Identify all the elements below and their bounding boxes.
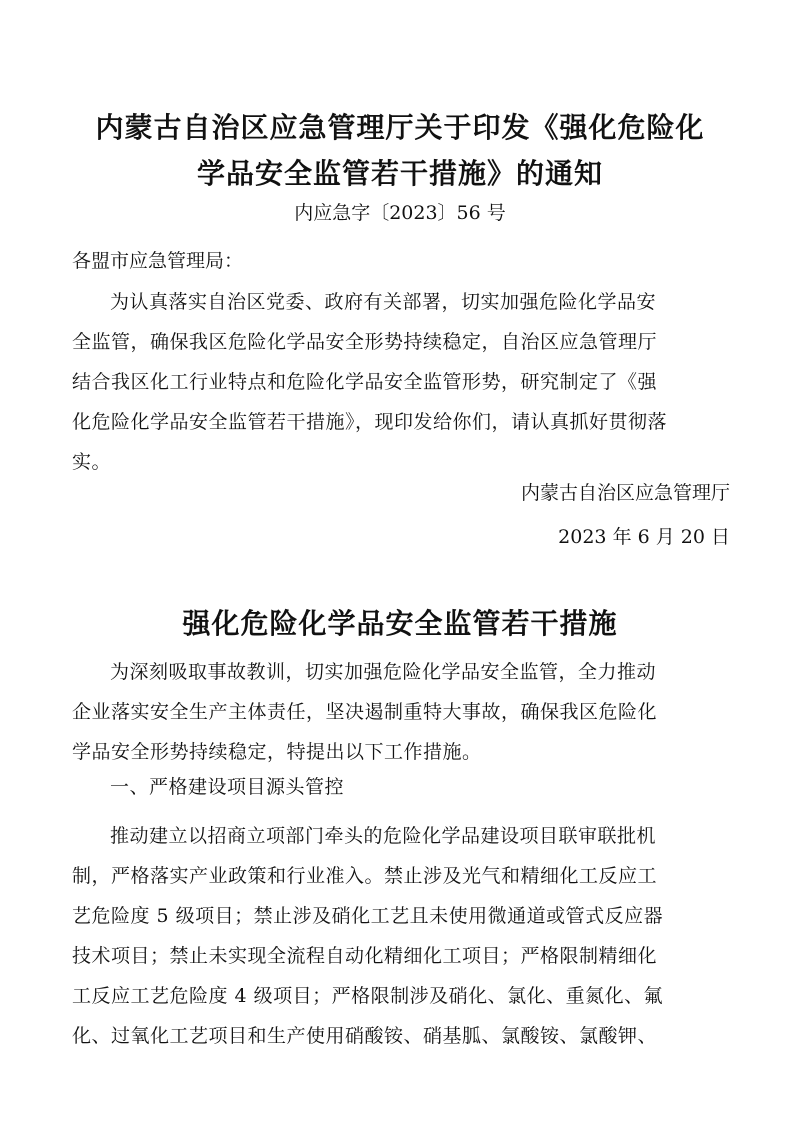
section-1-line: 化、过氧化工艺项目和生产使用硝酸铵、硝基胍、氯酸铵、氯酸钾、 <box>72 1025 658 1047</box>
notice-title-line-1: 内蒙古自治区应急管理厅关于印发《强化危险化 <box>95 111 705 144</box>
section-1-line: 艺危险度 5 级项目；禁止涉及硝化工艺且未使用微通道或管式反应器 <box>72 905 664 927</box>
intro-line: 实。 <box>72 451 112 473</box>
section-1-heading: 一、严格建设项目源头管控 <box>110 776 345 798</box>
intro-line: 全监管，确保我区危险化学品安全形势持续稳定，自治区应急管理厅 <box>72 331 658 353</box>
document-number: 内应急字〔2023〕56 号 <box>294 202 506 224</box>
signature-date: 2023 年 6 月 20 日 <box>558 526 730 548</box>
preface-paragraph <box>72 652 732 772</box>
intro-line: 化危险化学品安全监管若干措施》，现印发给你们，请认真抓好贯彻落 <box>72 411 668 433</box>
section-1-paragraph <box>72 816 732 1056</box>
preface-line: 企业落实安全生产主体责任，坚决遏制重特大事故，确保我区危险化 <box>72 701 658 723</box>
section-1-line: 技术项目；禁止未实现全流程自动化精细化工项目；严格限制精细化 <box>72 945 658 967</box>
notice-title-line-2: 学品安全监管若干措施》的通知 <box>196 157 603 190</box>
recipient-line: 各盟市应急管理局： <box>72 250 244 272</box>
section-1-line: 推动建立以招商立项部门牵头的危险化学品建设项目联审联批机 <box>110 825 657 847</box>
section-1-line: 制，严格落实产业政策和行业准入。禁止涉及光气和精细化工反应工 <box>72 865 658 887</box>
section-1-line: 工反应工艺危险度 4 级项目；严格限制涉及硝化、氯化、重氮化、氟 <box>72 985 664 1007</box>
signature-organization: 内蒙古自治区应急管理厅 <box>520 482 730 504</box>
intro-line: 为认真落实自治区党委、政府有关部署，切实加强危险化学品安 <box>110 291 657 313</box>
measures-title: 强化危险化学品安全监管若干措施 <box>182 607 618 640</box>
intro-paragraph <box>72 282 732 482</box>
intro-line: 结合我区化工行业特点和危险化学品安全监管形势，研究制定了《强 <box>72 371 658 393</box>
preface-line: 为深刻吸取事故教训，切实加强危险化学品安全监管，全力推动 <box>110 661 657 683</box>
preface-line: 学品安全形势持续稳定，特提出以下工作措施。 <box>72 741 482 763</box>
